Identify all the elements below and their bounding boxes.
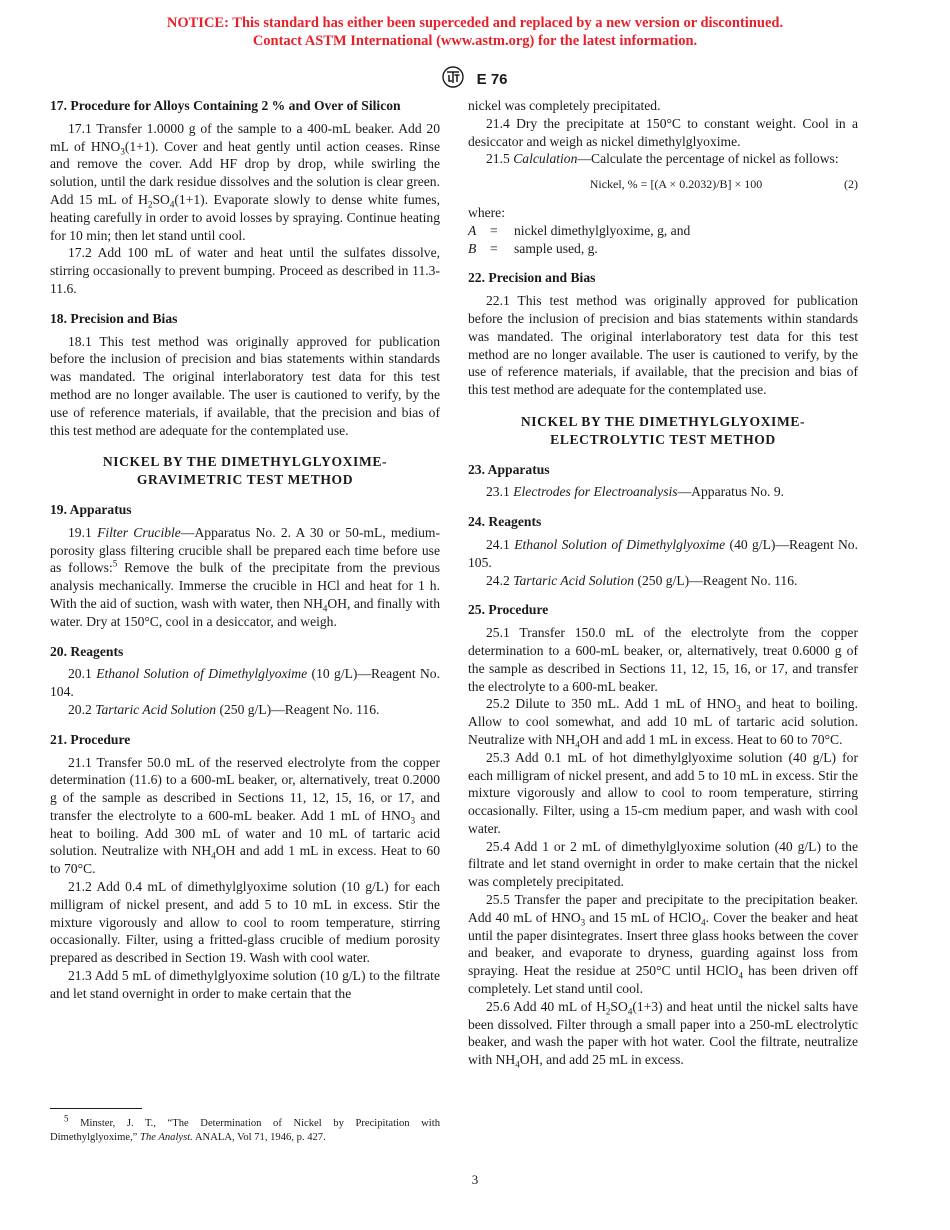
footnote-5: $^5$ Minster, J. T., “The Determination of Nickel by Precipitation with Dimethylglyoxime,” The Analyst. ANALA, Vol 71, 1946, p. 427.: [50, 1113, 440, 1143]
section-19-heading: 19. Apparatus: [50, 501, 132, 517]
paragraph-23-1: 23.1 Electrodes for Electroanalysis—Apparatus No. 9.: [486, 484, 785, 500]
section-24-heading: 24. Reagents: [468, 514, 542, 530]
paragraph-21-1: 21.1 Transfer 50.0 mL of the reserved electrolyte from the copper determination (11.6) to a 600-mL beaker, or, alternatively, treat 0.2000 g of the sample as described in Sections 11, 12, 15, 16, or 17, and transfer the electrolyte to a 600-mL beaker. Add 1 mL of $HNO_3$ and heat to boiling. Add 300 mL of water and 10 mL of tartaric acid solution. Neutralize with $NH_4OH$ and add 1 mL in excess. Heat to 60 to 70°C.: [50, 754, 441, 877]
paragraph-18-1: 18.1 This test method was originally approved for publication before the inclusion of precision and bias statements within standards was mandated. The original interlaboratory test data for this test method are no longer available. The user is cautioned to verify, by the use of reference materials, if available, that the precision and bias of this test method are adequate for the contemplated use.: [50, 333, 440, 438]
paragraph-25-5: 25.5 Transfer the paper and precipitate to the precipitation beaker. Add 40 mL of $HNO_3$ and 15 mL of HClO$_4$. Cover the beaker and heat until the paper disintegrates. Insert three glass hooks between the cover and beaker, and evaporate to dryness, guarding against loss from spraying. Heat the residue at 250°C until HClO$_4$ has been driven off completely. Let stand until cool.: [468, 892, 859, 997]
section-20-heading: 20. Reagents: [50, 643, 124, 659]
section-21-heading: 21. Procedure: [50, 731, 131, 747]
method-heading-electrolytic: NICKEL BY THE DIMETHYLGLYOXIME- ELECTROLYTIC TEST METHOD: [520, 413, 806, 447]
method-heading-gravimetric: NICKEL BY THE DIMETHYLGLYOXIME- GRAVIMETRIC TEST METHOD: [102, 454, 388, 488]
section-22-heading: 22. Precision and Bias: [468, 270, 596, 286]
paragraph-25-2: 25.2 Dilute to 350 mL. Add 1 mL of $HNO_3$ and heat to boiling. Allow to cool somewhat, and add 10 mL of tartaric acid solution. Neutralize with $NH_4OH$ and add 1 mL in excess. Heat to 60 to 70°C.: [468, 696, 858, 750]
paragraph-21-3-continued: nickel was completely precipitated.: [468, 98, 661, 113]
paragraph-25-3: 25.3 Add 0.1 mL of hot dimethylglyoxime solution (40 g/L) for each milligram of nickel present, and add 5 to 10 mL in excess. Stir the mixture vigorously and allow to cool to room temperature, stirring occasionally. Filter, using a 15-cm medium paper, and wash with cool water.: [468, 749, 858, 836]
paragraph-24-1: 24.1 Ethanol Solution of Dimethylglyoxime (40 g/L)—Reagent No. 105.: [468, 536, 858, 570]
equation-2: [468, 176, 858, 194]
paragraph-20-1: 20.1 Ethanol Solution of Dimethylglyoxime (10 g/L)—Reagent No. 104.: [50, 666, 440, 700]
footnote-divider: [50, 1108, 142, 1109]
paragraph-21-4: 21.4 Dry the precipitate at 150°C to constant weight. Cool in a desiccator and weigh as nickel dimethylglyoxime.: [468, 115, 858, 149]
paragraph-25-1: 25.1 Transfer 150.0 mL of the electrolyte from the copper determination to a 600-mL beaker, or, alternatively, treat 0.6000 g of the sample as described in Sections 11, 12, 15, 16, or 17, and transfer the electrolyte to a 600-mL beaker.: [468, 625, 858, 694]
notice-line-1: NOTICE: This standard has either been superceded and replaced by a new version or discontinued.: [166, 15, 784, 31]
equation-body: Nickel, % = [(A × 0.2032)/B] × 100: [589, 177, 763, 192]
paragraph-17-1: 17.1 Transfer 1.0000 g of the sample to a 400-mL beaker. Add 20 mL of $HNO_3(1+1)$. Cover and heat gently until action ceases. Rinse and remove the cover. Add HF drop by drop, while swirling the solution, until the dark residue dissolves and the solution is clear green. Add 15 mL of $H_2SO_4(1+1)$. Evaporate slowly to dense white fumes, heating carefully in order to avoid losses by spraying. Continue heating for 10 min; then let stand until cool.: [50, 120, 440, 243]
equation-number: (2): [844, 177, 858, 192]
paragraph-20-2: 20.2 Tartaric Acid Solution (250 g/L)—Reagent No. 116.: [68, 701, 380, 717]
paragraph-21-3: 21.3 Add 5 mL of dimethylglyoxime solution (10 g/L) to the filtrate and let stand overnight in order to make certain that the: [50, 968, 440, 1001]
designation-number: E 76: [476, 70, 508, 88]
section-17-heading: 17. Procedure for Alloys Containing 2 % and Over of Silicon: [50, 98, 401, 113]
paragraph-17-2: 17.2 Add 100 mL of water and heat until the sulfates dissolve, stirring occasionally to prevent bumping. Proceed as described in 11.3-11.6.: [50, 245, 440, 296]
variable-definitions: [468, 222, 858, 258]
paragraph-25-6: 25.6 Add 40 mL of $H_2SO_4(1+3)$ and heat until the nickel salts have been dissolved. Filter through a small paper into a 250-mL electrolytic beaker, and wash the paper with hot water. Cool the filtrate, neutralize with $NH_4OH$, and add 25 mL in excess.: [468, 998, 858, 1070]
page-number: 3: [471, 1172, 479, 1187]
paragraph-21-2: 21.2 Add 0.4 mL of dimethylglyoxime solution (10 g/L) for each milligram of nickel present, and add 5 to 10 mL in excess. Stir the mixture vigorously and allow to cool to room temperature, stirring occasionally. Filter, using a fritted-glass crucible of medium porosity prepared as described in Section 19. Wash with cool water.: [50, 879, 440, 966]
paragraph-21-5: 21.5 Calculation—Calculate the percentage of nickel as follows:: [486, 151, 839, 167]
paragraph-22-1: 22.1 This test method was originally approved for publication before the inclusion of precision and bias statements within standards was mandated. The original interlaboratory test data for this test method are no longer available. The user is cautioned to verify, by the use of reference materials, if available, that the precision and bias of this test method are adequate for the contemplated use.: [468, 293, 858, 398]
paragraph-19-1: 19.1 Filter Crucible—Apparatus No. 2. A 30 or 50-mL, medium-porosity glass filtering crucible shall be prepared each time before use as follows:$^5$ Remove the bulk of the precipitate from the previous analysis mechanically. Immerse the crucible in HCl and heat for 1 h. With the aid of suction, wash with water, then $NH_4OH$, and finally with water. Dry at 150°C, cool in a desiccator, and weigh.: [50, 524, 441, 629]
notice-banner: [0, 14, 950, 50]
right-column: [468, 97, 858, 1069]
astm-logo-icon: [442, 66, 464, 92]
section-23-heading: 23. Apparatus: [468, 461, 550, 477]
definition-a: A = nickel dimethylglyoxime, g, and: [468, 222, 691, 238]
paragraph-24-2: 24.2 Tartaric Acid Solution (250 g/L)—Reagent No. 116.: [486, 572, 798, 588]
where-label: where:: [468, 204, 505, 220]
section-18-heading: 18. Precision and Bias: [50, 310, 178, 326]
definition-b: B = sample used, g.: [468, 240, 598, 256]
paragraph-25-4: 25.4 Add 1 or 2 mL of dimethylglyoxime solution (40 g/L) to the filtrate and let stand overnight in order to make certain that the nickel was completely precipitated.: [468, 838, 858, 890]
document-header: [0, 66, 950, 92]
section-25-heading: 25. Procedure: [468, 602, 549, 618]
left-column: [50, 97, 440, 1003]
notice-line-2: Contact ASTM International (www.astm.org) for the latest information.: [252, 33, 698, 49]
